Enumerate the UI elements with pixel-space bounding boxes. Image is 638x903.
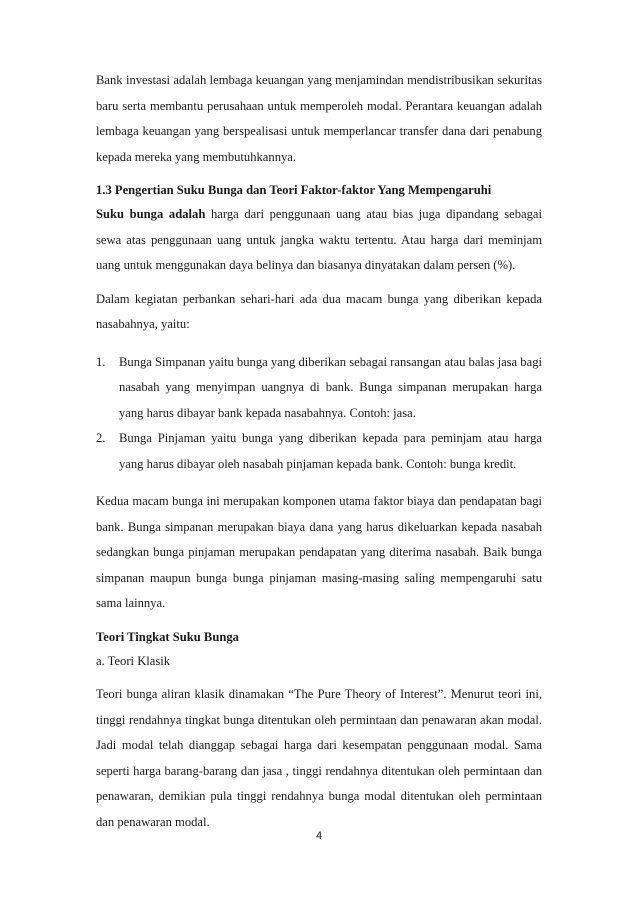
paragraph-suku-bunga-text: harga dari penggunaan uang atau bias juga dipandang sebagai sewa atas penggunaan uang untuk jangka waktu tertentu. Atau harga dari meminjam uang untuk menggunakan daya belinya dan biasanya dinyatakan dalam persen (%). — [96, 207, 542, 272]
document-page — [96, 68, 542, 835]
list-item-number: 2. — [96, 431, 106, 445]
section-heading-1-3: 1.3 Pengertian Suku Bunga dan Teori Faktor-faktor Yang Mempengaruhi — [96, 183, 492, 197]
paragraph-teori-klasik: Teori bunga aliran klasik dinamakan “The Pure Theory of Interest”. Menurut teori ini, tinggi rendahnya tingkat bunga ditentukan oleh permintaan dan penawaran akan modal. Jadi modal telah dianggap sebagai harga dari kesempatan penggunaan modal. Sama seperti harga barang-barang dan jasa , tinggi rendahnya ditentukan oleh permintaan dan penawaran, demikian pula tinggi rendahnya bunga modal ditentukan oleh permintaan dan penawaran modal. — [96, 687, 542, 829]
paragraph-suku-bunga-definition — [96, 202, 542, 279]
list-item — [96, 426, 542, 477]
list-item-text: Bunga Pinjaman yaitu bunga yang diberikan kepada para peminjam atau harga yang harus dibayar oleh nasabah pinjaman kepada bank. Contoh: bunga kredit. — [119, 431, 542, 471]
lead-term-suku-bunga: Suku bunga adalah — [96, 207, 206, 221]
list-item-number: 1. — [96, 354, 106, 369]
paragraph-bank-investasi: Bank investasi adalah lembaga keuangan yang menjamindan mendistribusikan sekuritas baru serta membantu perusahaan untuk memperoleh modal. Perantara keuangan adalah lembaga keuangan yang berspealisasi untuk memperlancar transfer dana dari penabung kepada mereka yang membutuhkannya. — [96, 73, 542, 164]
list-item-text: Bunga Simpanan yaitu bunga yang diberikan sebagai ransangan atau balas jasa bagi nasabah yang menyimpan uangnya di bank. Bunga simpanan merupakan harga yang harus dibayar bank kepada nasabahnya. Contoh: jasa. — [119, 354, 542, 420]
page-number: 4 — [315, 830, 323, 842]
interest-types-list — [96, 350, 542, 478]
list-item — [96, 350, 542, 427]
section-heading-teori: Teori Tingkat Suku Bunga — [96, 629, 239, 644]
subheading-teori-klasik: a. Teori Klasik — [96, 653, 171, 668]
paragraph-macam-bunga: Dalam kegiatan perbankan sehari-hari ada dua macam bunga yang diberikan kepada nasabahnya, yaitu: — [96, 291, 542, 331]
paragraph-kedua-macam-bunga: Kedua macam bunga ini merupakan komponen utama faktor biaya dan pendapatan bagi bank. Bunga simpanan merupakan biaya dana yang harus dikeluarkan kepada nasabah sedangkan bunga pinjaman merupakan pendapatan yang diterima nasabah. Baik bunga simpanan maupun bunga bunga pinjaman masing-masing saling mempengaruhi satu sama lainnya. — [96, 494, 542, 610]
